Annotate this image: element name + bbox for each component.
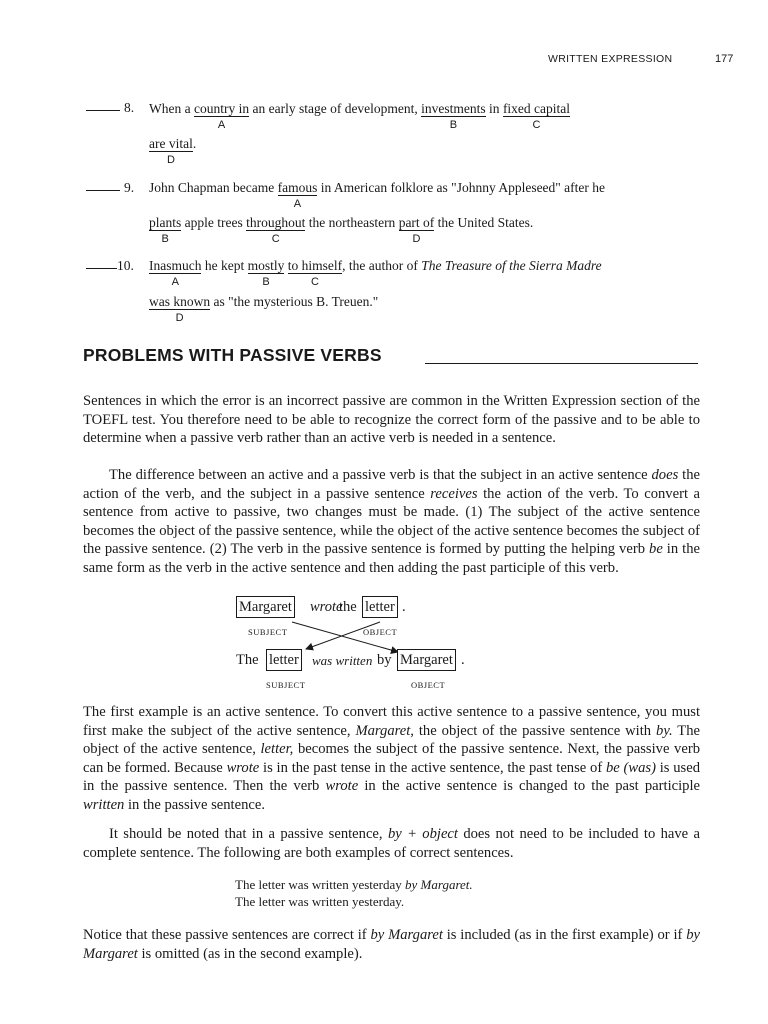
caption-subject: SUBJECT bbox=[248, 627, 288, 637]
answer-blank[interactable] bbox=[86, 190, 120, 191]
conversion-arrows bbox=[230, 592, 490, 692]
paragraph-intro: Sentences in which the error is an incorrect passive are common in the Written Expression section of the TOEFL test. You therefore need to be able to recognize the correct form of the passive and to be able to determine when a passive verb rather than an active verb is needed in a sentence. bbox=[83, 393, 700, 447]
paragraph-conclusion: Notice that these passive sentences are correct if by Margaret is included (as in the first example) or if by Margaret is omitted (as in the second example). bbox=[83, 927, 700, 962]
option-letter: D bbox=[166, 154, 175, 166]
option-letter: A bbox=[171, 276, 179, 288]
passive-object-box: Margaret bbox=[397, 649, 456, 671]
book-title: The Treasure of the Sierra Madre bbox=[421, 258, 602, 273]
answer-blank[interactable] bbox=[86, 110, 120, 111]
passive-period: . bbox=[461, 652, 465, 668]
option-letter: B bbox=[161, 233, 169, 245]
example-sentence: The letter was written yesterday by Margaret. bbox=[235, 877, 473, 892]
heading-rule bbox=[425, 363, 698, 364]
running-head: WRITTEN EXPRESSION bbox=[548, 53, 673, 65]
option-letter: A bbox=[293, 198, 302, 210]
passive-by: by bbox=[377, 652, 392, 668]
underlined-option: throughout C bbox=[246, 215, 306, 245]
question-line: John Chapman became famous A in American folklore as "Johnny Appleseed" after he bbox=[149, 180, 606, 210]
question-number: 9. bbox=[124, 180, 135, 195]
question-line: was known D as "the mysterious B. Treuen." bbox=[149, 294, 379, 324]
underlined-option: fixed capital C bbox=[502, 101, 571, 131]
underlined-option: to himself C bbox=[287, 258, 343, 288]
question-number: 10. bbox=[117, 258, 134, 273]
underlined-option: investments B bbox=[421, 101, 486, 131]
underlined-option: Inasmuch A bbox=[149, 258, 202, 288]
option-letter: C bbox=[532, 119, 541, 131]
example-sentence: The letter was written yesterday. bbox=[235, 894, 405, 909]
question-line: When a country in A an early stage of development, investments B in fixed capital C bbox=[149, 101, 571, 131]
underlined-option: was known D bbox=[149, 294, 211, 324]
underlined-option: famous A bbox=[277, 180, 318, 210]
caption-object: OBJECT bbox=[363, 627, 398, 637]
active-subject-box: Margaret bbox=[236, 596, 295, 618]
option-letter: B bbox=[262, 276, 270, 288]
question-number: 8. bbox=[124, 100, 135, 115]
active-article: the bbox=[339, 599, 357, 615]
passive-subject-box: letter bbox=[266, 649, 302, 671]
option-letter: C bbox=[310, 276, 319, 288]
caption-object: OBJECT bbox=[411, 680, 446, 690]
question-line: are vital D . bbox=[149, 136, 197, 166]
option-letter: C bbox=[271, 233, 280, 245]
section-heading: PROBLEMS WITH PASSIVE VERBS bbox=[83, 345, 382, 365]
paragraph-explanation: The first example is an active sentence. To convert this active sentence to a passive sentence, you must first make the subject of the active sentence, Margaret, the object of the passive sentence with by. The object of the active sentence, letter, becomes the subject of the passive sentence. Next, the passive verb can be formed. Because wrote is in the past tense in the active sentence, the past tense of be (was) is used in the passive sentence. Then the verb wrote in the active sentence is changed to the past participle written in the passive sentence. bbox=[83, 704, 701, 813]
answer-blank[interactable] bbox=[86, 268, 117, 269]
paragraph-difference: The difference between an active and a passive verb is that the subject in an active sentence does the action of the verb, and the subject in a passive sentence receives the action of the verb. To convert a sentence from active to passive, two changes must be made. (1) The subject of the active sentence becomes the object of the passive sentence, while the object of the active sentence becomes the subject of the passive sentence. (2) The verb in the passive sentence is formed by putting the helping verb be in the same form as the verb in the active sentence and then adding the past participle of this verb. bbox=[83, 467, 701, 576]
paragraph-note: It should be noted that in a passive sentence, by + object does not need to be included to have a complete sentence. The following are both examples of correct sentences. bbox=[83, 826, 701, 861]
option-letter: B bbox=[449, 119, 458, 131]
option-letter: D bbox=[412, 233, 421, 245]
passive-article: The bbox=[236, 652, 259, 668]
page-number: 177 bbox=[715, 53, 734, 65]
active-period: . bbox=[402, 599, 406, 615]
caption-subject: SUBJECT bbox=[266, 680, 306, 690]
underlined-option: part of D bbox=[398, 215, 435, 245]
question-line: Inasmuch A he kept mostly B to himself C , the author of The Treasure of the Sierra Madre bbox=[149, 258, 602, 288]
active-verb: wrote bbox=[310, 599, 343, 615]
underlined-option: are vital D bbox=[149, 136, 193, 166]
option-letter: D bbox=[175, 312, 184, 324]
underlined-option: country in A bbox=[193, 101, 250, 131]
passive-verb: was written bbox=[312, 653, 373, 668]
active-object-box: letter bbox=[362, 596, 398, 618]
active-passive-diagram bbox=[230, 592, 490, 692]
question-line: plants B apple trees throughout C the northeastern part of D the United States. bbox=[149, 215, 534, 245]
underlined-option: plants B bbox=[149, 215, 182, 245]
option-letter: A bbox=[217, 119, 226, 131]
underlined-option: mostly B bbox=[247, 258, 285, 288]
